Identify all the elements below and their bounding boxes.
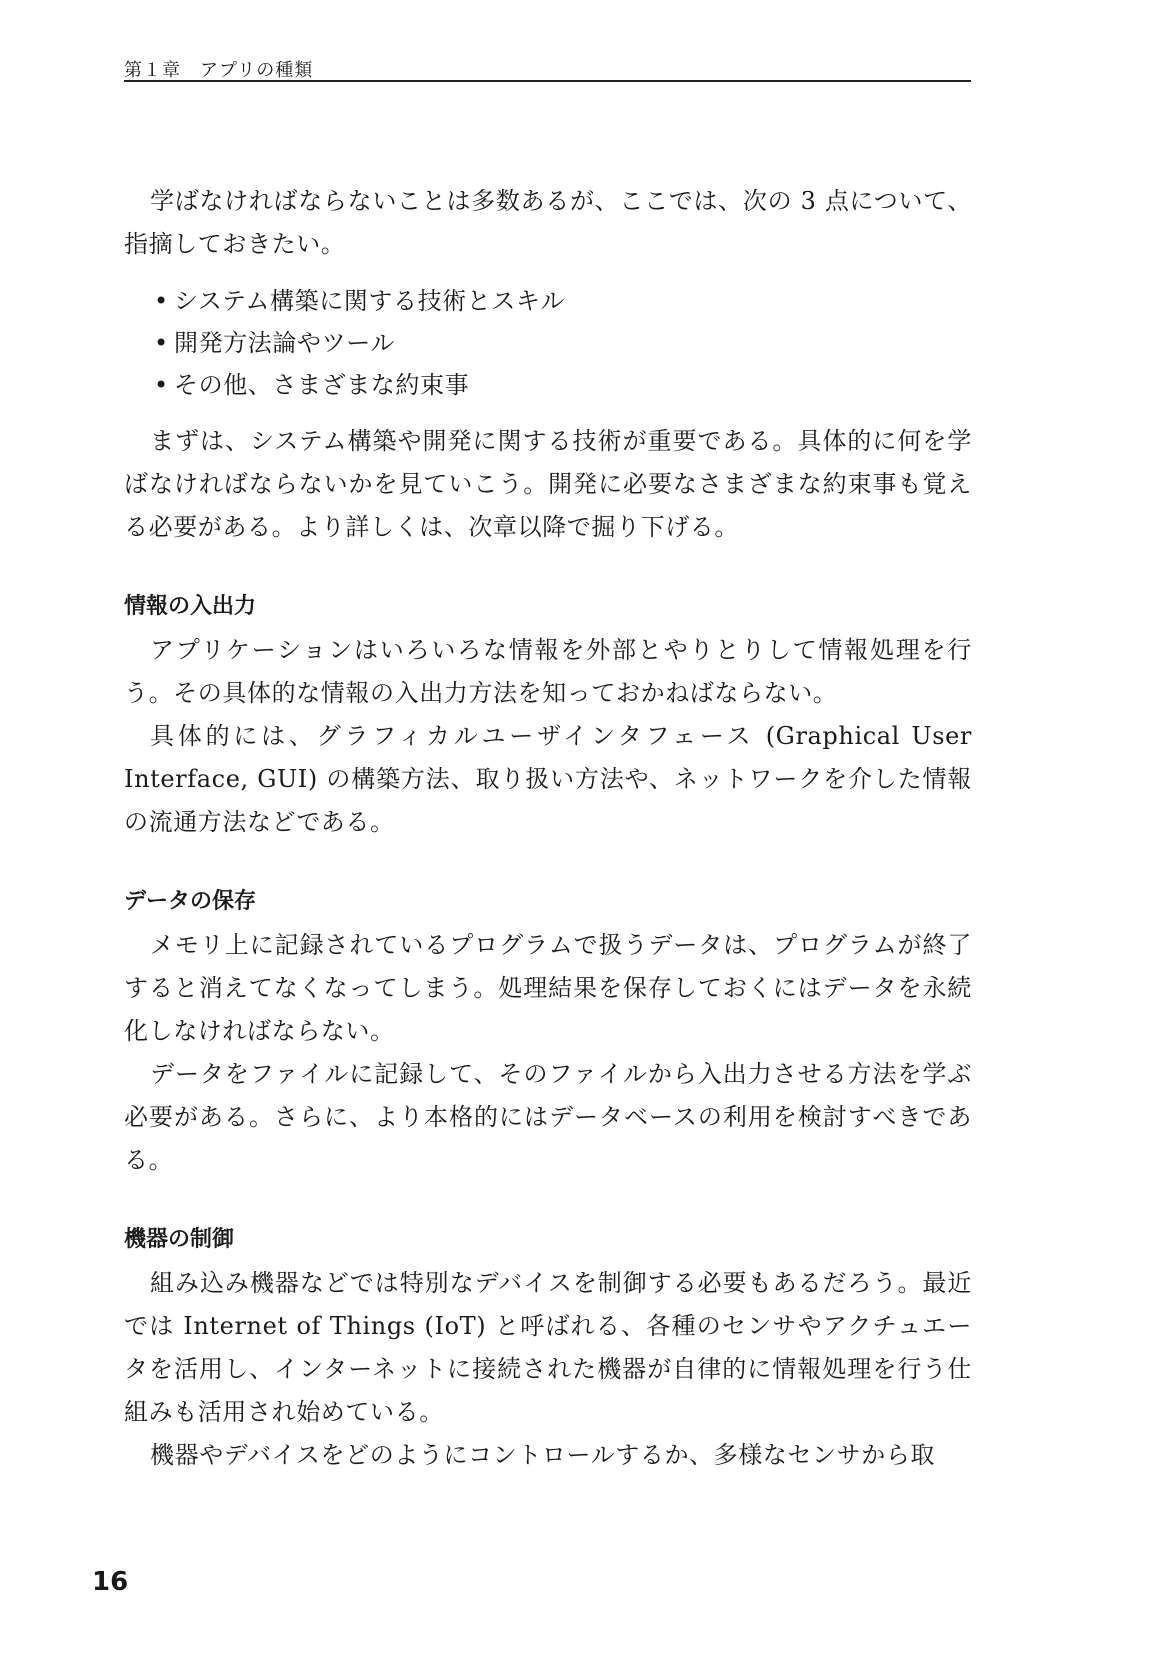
section-heading: 情報の入出力 — [124, 594, 257, 619]
page-body — [124, 180, 972, 1477]
section-paragraph: メモリ上に記録されているプログラムで扱うデータは、プログラムが終了すると消えてなくなってしまう。処理結果を保存しておくにはデータを永続化しなければならない。 — [124, 931, 972, 1045]
list-item-text: システム構築に関する技術とスキル — [174, 287, 565, 315]
section-heading: 機器の制御 — [124, 1227, 235, 1252]
section-paragraph: データをファイルに記録して、そのファイルから入出力させる方法を学ぶ必要がある。さらに、より本格的にはデータベースの利用を検討すべきである。 — [124, 1060, 972, 1174]
bullet-icon: • — [154, 371, 169, 399]
topic-list — [154, 280, 972, 406]
section-heading: データの保存 — [124, 889, 257, 914]
section-paragraph: 機器やデバイスをどのようにコントロールするか、多様なセンサから取 — [150, 1441, 936, 1469]
intro-paragraph: 学ばなければならないことは多数あるが、ここでは、次の 3 点について、指摘しておきたい。 — [124, 187, 972, 258]
list-item — [154, 322, 972, 364]
bullet-icon: • — [154, 329, 169, 357]
section-paragraph: 組み込み機器などでは特別なデバイスを制御する必要もあるだろう。最近では Internet of Things (IoT) と呼ばれる、各種のセンサやアクチュエータを活用し、インターネットに接続された機器が自律的に情報処理を行う仕組みも活用され始めている。 — [124, 1269, 972, 1426]
section-paragraph: 具体的には、グラフィカルユーザインタフェース (Graphical User Interface, GUI) の構築方法、取り扱い方法や、ネットワークを介した情報の流通方法などである。 — [124, 722, 972, 836]
chapter-title: 第１章 アプリの種類 — [124, 60, 314, 81]
follow-up-paragraph: まずは、システム構築や開発に関する技術が重要である。具体的に何を学ばなければならないかを見ていこう。開発に必要なさまざまな約束事も覚える必要がある。より詳しくは、次章以降で掘り下げる。 — [124, 427, 972, 541]
section-device-control — [124, 1220, 972, 1477]
running-header — [124, 54, 971, 82]
section-io — [124, 587, 972, 844]
list-item — [154, 364, 972, 406]
list-item-text: その他、さまざまな約束事 — [174, 371, 470, 399]
page-number: 16 — [92, 1567, 129, 1597]
section-paragraph: アプリケーションはいろいろな情報を外部とやりとりして情報処理を行う。その具体的な情報の入出力方法を知っておかねばならない。 — [124, 636, 972, 707]
list-item-text: 開発方法論やツール — [174, 329, 395, 357]
section-data-storage — [124, 882, 972, 1182]
list-item — [154, 280, 972, 322]
bullet-icon: • — [154, 287, 169, 315]
